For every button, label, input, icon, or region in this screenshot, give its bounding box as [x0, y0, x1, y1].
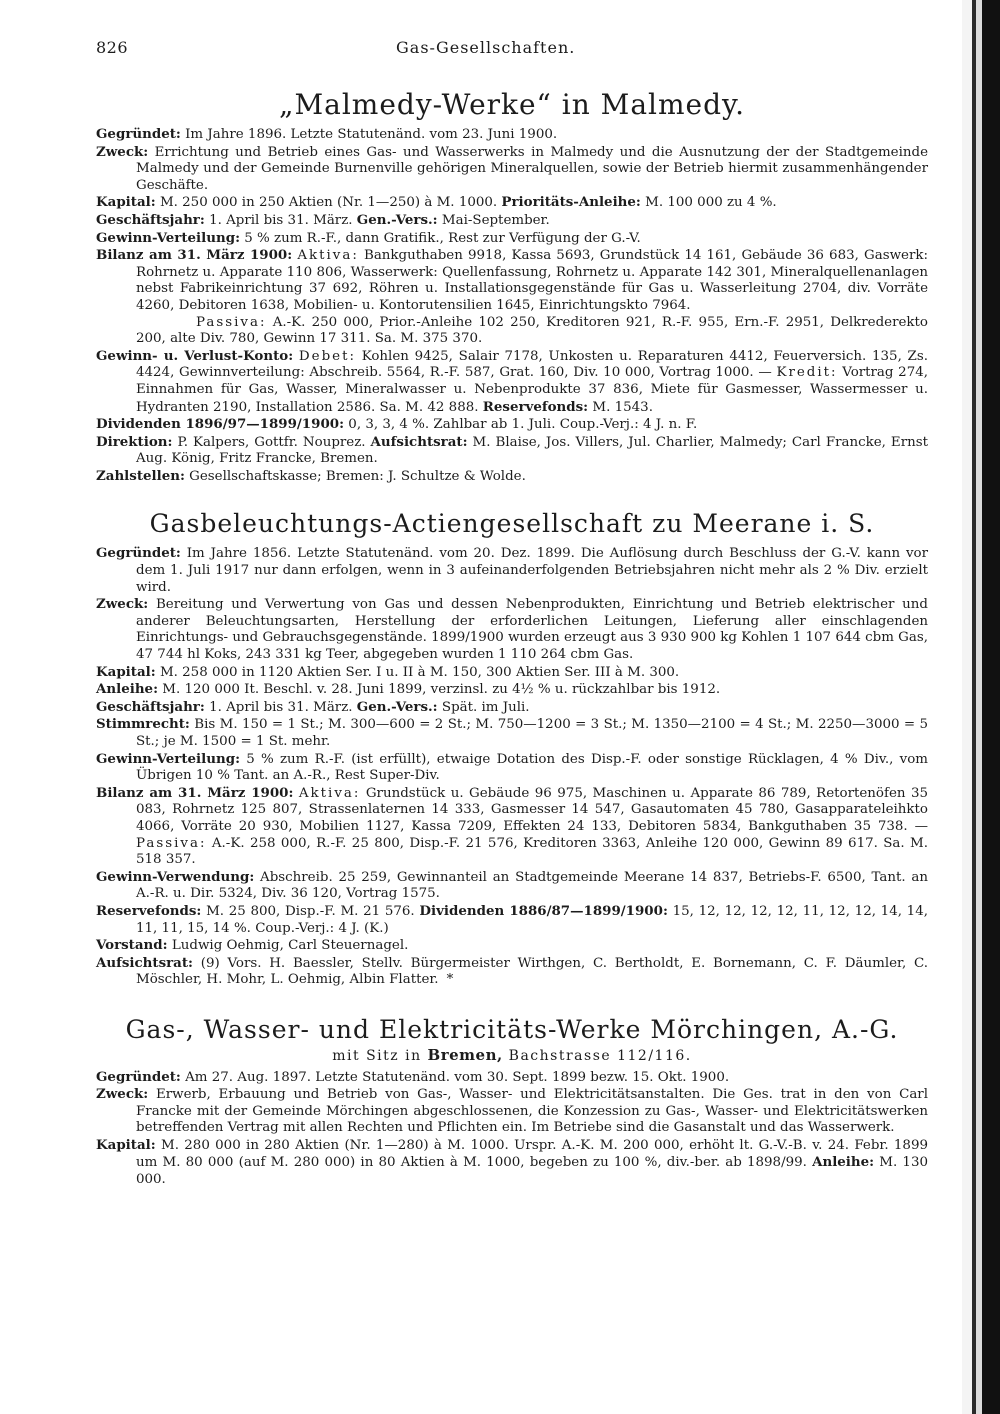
entry-text: Erwerb, Erbauung und Betrieb von Gas-, Wasser- und Elektricitätsanstalten. Die Ges. trat in den von Carl Francke mit der Gemeinde Mörchingen abgeschlossenen, die Konzession zu Gas-, Wasser- und Elektricitätswerken betreffenden Vertrag mit allen Rechten und Pflichten ein. Im Betriebe sind die Gasanstalt und das Wasserwerk. — [136, 1087, 928, 1136]
entry-text: M. 120 000 It. Beschl. v. 28. Juni 1899, verzinsl. zu 4½ % u. rückzahlbar bis 1912. — [162, 682, 721, 698]
entry-gegruendet — [96, 545, 928, 596]
entry-text: (9) Vors. H. Baessler, Stellv. Bürgermeister Wirthgen, C. Bertholdt, E. Bornemann, C. F. Däumler, C. Möschler, H. Mohr, L. Oehmig, Albin Flatter. — [136, 955, 928, 988]
entry-label: Gewinn-Verteilung: — [96, 750, 241, 767]
entry-gewinn-verteilung — [96, 230, 928, 248]
entry-gewinn-verteilung — [96, 751, 928, 785]
entry-label: Prioritäts-Anleihe: — [501, 194, 641, 211]
entry-gewinn-verwendung — [96, 869, 928, 903]
running-head-title: Gas-Gesellschaften. — [396, 38, 576, 57]
passiva-keyword: Passiva: — [196, 314, 267, 330]
entry-label: Gen.-Vers.: — [356, 211, 438, 228]
entry-label: Anleihe: — [96, 681, 159, 698]
entry-text: 0, 3, 3, 4 %. Zahlbar ab 1. Juli. Coup.-Verj.: 4 J. n. F. — [348, 417, 698, 433]
entry-label: Zweck: — [96, 596, 149, 613]
debet-keyword: Debet: — [298, 348, 356, 364]
entry-text: Bis M. 150 = 1 St.; M. 300—600 = 2 St.; M. 750—1200 = 3 St.; M. 1350—2100 = 4 St.; M. 2250—3000 = 5 St.; je M. 1500 = 1 St. mehr. — [136, 717, 928, 749]
entry-label: Direktion: — [96, 433, 173, 450]
entry-geschaeftsjahr — [96, 212, 928, 230]
entry-text: 5 % zum R.-F. (ist erfüllt), etwaige Dotation des Disp.-F. oder sonstige Rücklagen, 4 % Div., vom Übrigen 10 % Tant. an A.-R., Rest Super-Div. — [136, 751, 928, 784]
document-page — [96, 40, 928, 1189]
entry-gewinn-verlust — [96, 348, 928, 416]
entry-zahlstellen — [96, 468, 928, 486]
entry-text: Errichtung und Betrieb eines Gas- und Wasserwerks in Malmedy und die Ausnutzung der der Stadtgemeinde Malmedy und der Gemeinde Burnenville gehörigen Mineralquellen, sowie der Betrieb hiermit zusammenhängender Geschäfte. — [136, 144, 928, 193]
entry-label: Aufsichtsrat: — [370, 433, 468, 450]
entry-vorstand — [96, 937, 928, 955]
entry-label: Anleihe: — [812, 1154, 875, 1171]
entry-text: P. Kalpers, Gottfr. Nouprez. — [177, 434, 366, 450]
entry-text: Ludwig Oehmig, Carl Steuernagel. — [171, 938, 409, 954]
entry-text: 5 % zum R.-F., dann Gratifik., Rest zur Verfügung der G.-V. — [244, 230, 641, 246]
entry-stimmrecht — [96, 716, 928, 750]
entry-text: M. Blaise, Jos. Villers, Jul. Charlier, Malmedy; Carl Francke, Ernst Aug. König, Fritz Francke, Bremen. — [136, 434, 928, 467]
aktiva-keyword: Aktiva: — [297, 248, 359, 264]
entry-zweck — [96, 144, 928, 195]
entry-text: Kohlen 9425, Salair 7178, Unkosten u. Reparaturen 4412, Feuerversich. 135, Zs. 4424, Gewinnverteilung: Abschreib. 5564, R.-F. 587, Grat. 160, Div. 10 000, Vortrag 1000. — — [136, 348, 928, 381]
entry-geschaeftsjahr — [96, 699, 928, 717]
entry-text: Abschreib. 25 259, Gewinnanteil an Stadtgemeinde Meerane 14 837, Betriebs-F. 6500, Tant. an A.-R. u. Dir. 5324, Div. 36 120, Vortrag 1575. — [136, 869, 928, 902]
section-title-malmedy: „Malmedy-Werke“ in Malmedy. — [278, 88, 746, 121]
entry-label: Vorstand: — [96, 937, 168, 954]
page-number: 826 — [96, 38, 129, 57]
entry-label: Kapital: — [96, 1136, 156, 1153]
entry-zweck — [96, 1086, 928, 1137]
section-title-meerane: Gasbeleuchtungs-Actiengesellschaft zu Meerane i. S. — [149, 509, 875, 539]
entry-aufsichtsrat — [96, 955, 928, 989]
entry-text: Grundstück u. Gebäude 96 975, Maschinen u. Apparate 86 789, Retortenöfen 35 083, Rohrnetz 125 807, Strassenlaternen 14 333, Gasmesser 14 547, Gasautomaten 45 780, Gasapparateleihkto 4066, Vorräte 20 930, Mobilien 1127, Kassa 7209, Effekten 24 133, Debitoren 5834, Bankguthaben 35 738. — — [136, 785, 928, 834]
entry-label: Dividenden 1886/87—1899/1900: — [419, 902, 668, 919]
section-title-moerchingen: Gas-, Wasser- und Elektricitäts-Werke Mörchingen, A.-G. — [125, 1014, 899, 1044]
entry-label: Gegründet: — [96, 545, 181, 562]
entry-label: Geschäftsjahr: — [96, 211, 205, 228]
entry-dividenden — [96, 416, 928, 434]
entry-label: Dividenden 1896/97—1899/1900: — [96, 416, 345, 433]
entry-label: Gen.-Vers.: — [356, 698, 438, 715]
section-subtitle — [96, 1047, 928, 1065]
aktiva-keyword: Aktiva: — [298, 785, 361, 801]
entry-text: Am 27. Aug. 1897. Letzte Statutenänd. vom 30. Sept. 1899 bezw. 15. Okt. 1900. — [185, 1069, 730, 1085]
entry-reservefonds — [96, 903, 928, 937]
asterisk-mark: * — [446, 972, 454, 988]
entry-direktion — [96, 434, 928, 468]
entry-text: M. 130 000. — [136, 1155, 928, 1188]
entry-text: A.-K. 250 000, Prior.-Anleihe 102 250, Kreditoren 921, R.-F. 955, Ern.-F. 2951, Delkrederekto 200, alte Div. 780, Gewinn 17 311. Sa. M. 375 370. — [136, 314, 928, 347]
entry-text: M. 250 000 in 250 Aktien (Nr. 1—250) à M. 1000. — [159, 195, 498, 211]
entry-label: Gegründet: — [96, 1068, 181, 1085]
subtitle-pre: mit Sitz in — [332, 1047, 422, 1064]
entry-label: Bilanz am 31. März 1900: — [96, 784, 294, 801]
entry-label: Zweck: — [96, 143, 149, 160]
entry-text: M. 1543. — [592, 399, 653, 415]
entry-label: Zweck: — [96, 1086, 149, 1103]
entry-label: Gewinn- u. Verlust-Konto: — [96, 347, 294, 364]
entry-label: Gewinn-Verwendung: — [96, 868, 255, 885]
entry-zweck — [96, 596, 928, 663]
entry-text: M. 100 000 zu 4 %. — [645, 195, 777, 211]
entry-text: Bankguthaben 9918, Kassa 5693, Grundstück 14 161, Gebäude 36 683, Gaswerk: Rohrnetz u. Apparate 110 806, Wasserwerk: Quellenfassung, Rohrnetz u. Apparate 142 301, Mineralquellenanlagen nebst Fabrikeinrichtung 37 692, Röhren u. Installationsgegenstände für Gas u. Wasserleitung 2704, div. Vorräte 4260, Debitoren 1638, Mobilien- u. Kontorutensilien 1645, Einrichtungskto 7964. — [136, 248, 928, 313]
entry-label: Kapital: — [96, 194, 156, 211]
entry-label: Aufsichtsrat: — [96, 954, 193, 971]
entry-label: Stimmrecht: — [96, 716, 190, 733]
subtitle-city: Bremen, — [427, 1045, 503, 1064]
entry-text: M. 258 000 in 1120 Aktien Ser. I u. II à M. 150, 300 Aktien Ser. III à M. 300. — [159, 664, 680, 680]
passiva-keyword: Passiva: — [136, 835, 207, 851]
entry-label: Kapital: — [96, 663, 156, 680]
entry-gegruendet — [96, 1069, 928, 1087]
entry-text: M. 25 800, Disp.-F. M. 21 576. — [206, 903, 415, 919]
entry-text: M. 280 000 in 280 Aktien (Nr. 1—280) à M. 1000. Urspr. A.-K. M. 200 000, erhöht lt. G.-V.-B. v. 24. Febr. 1899 um M. 80 000 (auf M. 280 000) in 80 Aktien à M. 1000, begeben zu 100 %, div.-ber. ab 1898/99. — [136, 1137, 928, 1171]
entry-gegruendet — [96, 126, 928, 144]
entry-text: 1. April bis 31. März. — [209, 699, 353, 715]
entry-text: Mai-September. — [441, 212, 550, 228]
entry-text: A.-K. 258 000, R.-F. 25 800, Disp.-F. 21 576, Kreditoren 3363, Anleihe 120 000, Gewinn 89 617. Sa. M. 518 357. — [136, 835, 929, 868]
entry-text: Bereitung und Verwertung von Gas und dessen Nebenprodukten, Einrichtung und Betrieb elektrischer und anderer Beleuchtungsarten, Herstellung der erforderlichen Leitungen, Lieferung aller einschlagenden Einrichtungs- und Gebrauchsgegenstände. 1899/1900 wurden erzeugt aus 3 930 900 kg Kohlen 1 107 644 cbm Gas, 47 744 hl Koks, 243 331 kg Teer, abgegeben wurden 1 110 264 cbm Gas. — [136, 597, 928, 663]
entry-text: Gesellschaftskasse; Bremen: J. Schultze & Wolde. — [189, 468, 526, 484]
entry-text: Im Jahre 1856. Letzte Statutenänd. vom 20. Dez. 1899. Die Auflösung durch Beschluss der G.-V. kann vor dem 1. Juli 1917 nur dann erfolgen, wenn in 3 aufeinanderfolgenden Betriebsjahren nicht mehr als 2 % Div. erzielt wird. — [136, 546, 928, 595]
entry-anleihe — [96, 681, 928, 699]
entry-bilanz — [96, 785, 928, 869]
entry-label: Reservefonds: — [482, 398, 589, 415]
entry-text: Spät. im Juli. — [441, 699, 530, 715]
entry-kapital — [96, 664, 928, 682]
entry-kapital — [96, 194, 928, 212]
subtitle-post: Bachstrasse 112/116. — [508, 1047, 692, 1064]
entry-bilanz — [96, 247, 928, 348]
entry-text: Vortrag 274, Einnahmen für Gas, Wasser, Mineralwasser u. Nebenprodukte 37 836, Miete für Gasmesser, Wassermesser u. Hydranten 2190, Installation 2586. Sa. M. 42 888. — [136, 365, 928, 415]
entry-label: Gewinn-Verteilung: — [96, 229, 241, 246]
running-header — [96, 40, 928, 72]
entry-label: Geschäftsjahr: — [96, 698, 205, 715]
entry-label: Zahlstellen: — [96, 467, 185, 484]
entry-text: Im Jahre 1896. Letzte Statutenänd. vom 23. Juni 1900. — [185, 127, 558, 142]
entry-label: Reservefonds: — [96, 902, 202, 919]
kredit-keyword: Kredit: — [776, 365, 838, 381]
entry-text: 1. April bis 31. März. — [209, 212, 353, 228]
entry-label: Gegründet: — [96, 126, 181, 142]
entry-label: Bilanz am 31. März 1900: — [96, 247, 293, 264]
entry-kapital — [96, 1137, 928, 1189]
scan-page-edge — [962, 0, 1000, 1414]
entry-text: 15, 12, 12, 12, 12, 11, 12, 12, 14, 14, 11, 11, 15, 14 %. Coup.-Verj.: 4 J. (K.) — [136, 903, 928, 936]
